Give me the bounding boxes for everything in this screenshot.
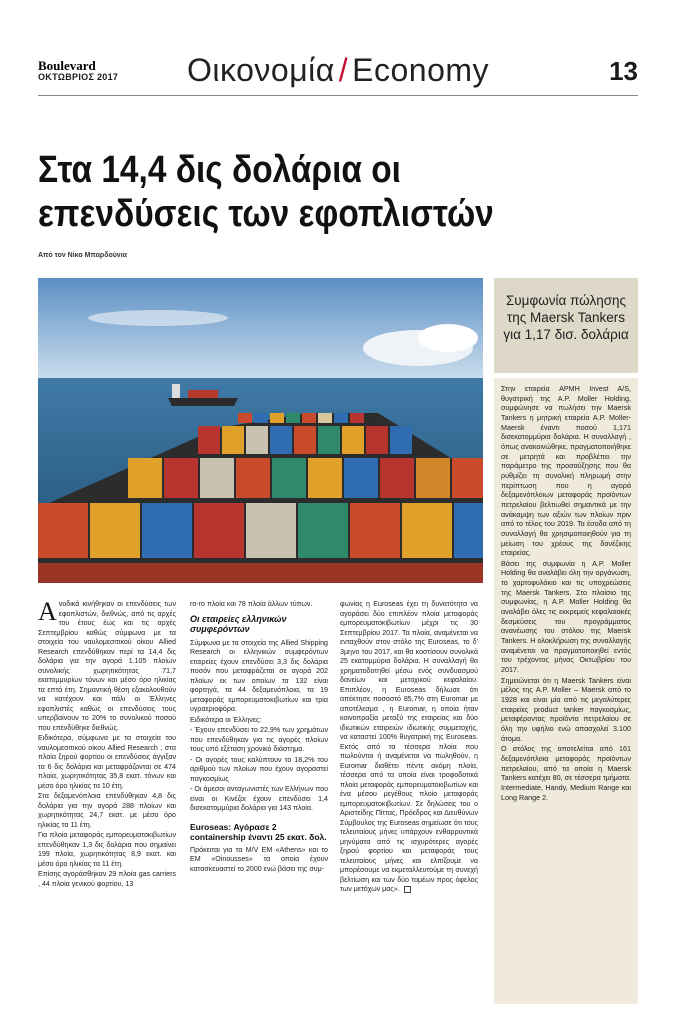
article-paragraph: - Οι άμεσοι ανταγωνιστές των Ελλήνων που είναι οι Κινέζοι έχουν επενδύσει 1,4 δισεκατομμύρια δολάρια για 143 πλοία. bbox=[190, 785, 328, 812]
section-separator: / bbox=[338, 52, 349, 88]
subheading-greek-companies: Οι εταιρείες ελληνικών συμφερόντων bbox=[190, 613, 287, 634]
byline: Από τον Νίκο Μπαρδούνια bbox=[38, 252, 127, 259]
cloud bbox=[418, 324, 478, 352]
article-paragraph: Ειδικότερα, σύμφωνα με τα στοιχεία του ναυλομεσιτικού οίκου Allied Research , στα πλοία ξηρού φορτίου οι επενδύσεις άγγιξαν τα 6 δις δολάρια και μεταφράζονται σε 474 πλοία, χωρητικότητας 35,8 εκατ. τόνων και μέσο όρο ηλικίας τα 10 έτη. bbox=[38, 734, 176, 790]
sidebar-title: Συμφωνία πώλησης της Maersk Tankers για 1,17 δισ. δολάρια bbox=[494, 278, 638, 373]
section-english: Economy bbox=[352, 52, 490, 88]
lead-text: νοδικά κινήθηκαν οι επενδύσεις των εφοπλιστών, διεθνώς, από τις αρχές του έτους έως και τις αρχές Σεπτεμβρίου καθώς σύμφωνα με τα στοιχεία του ναυλομεσιτικού οίκου Allied Research επενδύθηκαν περί τα 14,4 δις δολάρια για την αγορά 1.105 πλοίων συνολικής χωρητικότητας 71,7 εκατομμυρίων τόνων και μέσο όρο ηλικίας τα επτά έτη. Σημαντική θέση εξακολουθούν να κατέχουν και πάλι οι Έλληνες εφοπλιστές καθώς οι επενδύσεις τους υπερβαίνουν το 20% το συνολικού ποσού που επενδύθηκε διεθνώς. bbox=[38, 600, 176, 732]
article-paragraph: - Οι αγορές τους καλύπτουν το 18,2% του αριθμού των πλοίων που έχουν αγοραστεί παγκοσμίως bbox=[190, 755, 328, 783]
page-number: 13 bbox=[609, 56, 638, 86]
masthead bbox=[38, 52, 638, 96]
article-paragraph bbox=[38, 600, 176, 733]
subheading-euroseas: Euroseas: Αγόρασε 2 containership έναντι 25 εκατ. δολ. bbox=[190, 821, 327, 842]
sidebar-paragraph: Βάσει της συμφωνία η A.P. Moller Holding θα αναλάβει όλη την οργάνωση, το χαρτοφυλάκιο και τις υποχρεώσεις της Maersk Tankers. Στο πλαίσιο της συμφωνίας, η A.P. Moller Holding θα αναλάβει όλες τις εκκρεμείς κεφαλαιακές δεσμεύσεις του προγράμματος ανανέωσης του στόλου της Maersk Tankers. Η ολοκλήρωση της συναλλαγής αναμένεται να πραγματοποιηθεί εντός του τρέχοντος μήνας Οκτωβρίου του 2017. bbox=[501, 558, 631, 675]
article-column-2 bbox=[190, 600, 328, 1010]
containership-illustration bbox=[38, 278, 483, 583]
article-paragraph: Στα δεξαμενόπλοια επενδύθηκαν 4,8 δις δολάρια για την αγορά 288 πλοίων και χωρητικότητας 24,7 εκατ. με μέσο όρο ηλικίας τα 11 έτη. bbox=[38, 792, 176, 829]
article-paragraph: Επίσης αγοράσθηκαν 29 πλοία gas carriers , 44 πλοία γενικού φορτίου, 13 bbox=[38, 870, 176, 888]
article-paragraph: ro-ro πλοία και 78 πλοία άλλων τύπων. bbox=[190, 600, 313, 608]
article-paragraph: Πρόκειται για τα M/V EM «Athens» και το EM «Oinousses» τα οποία έχουν κατασκευαστεί το 2000 ενώ βάσει της συμ- bbox=[190, 845, 328, 873]
article-photo bbox=[38, 278, 483, 583]
end-mark-icon bbox=[404, 886, 411, 893]
article-paragraph: Ειδικότερα οι Έλληνες: bbox=[190, 715, 262, 724]
section-greek: Οικονομία bbox=[186, 52, 335, 88]
article-paragraph: - Έχουν επενδύσει το 22,9% των χρημάτων που επενδύθηκαν για τις αγορές πλοίων τους υπό εξέταση χρονικό διάστημα. bbox=[190, 726, 328, 753]
article-paragraph: Σύμφωνα με τα στοιχεία της Allied Shipping Research οι ελληνικών συμφερόντων εταιρείες έχουν επενδύσει 3,3 δις δολάρια ποσόν που μεταφράζεται σε αγορά 202 πλοίων εκ των οποίων τα 132 είναι φορτηγά, τα 44 δεξαμενόπλοια, τα 19 μεταφοράς εμπορευματοκιβωτίων και τρία υγραεριοφόρα. bbox=[190, 638, 328, 713]
sidebar-body bbox=[494, 378, 638, 1004]
magazine-name: Boulevard bbox=[38, 58, 96, 73]
article-paragraph bbox=[340, 600, 478, 895]
article-column-3 bbox=[340, 600, 478, 1010]
article-paragraph: Για πλοία μεταφοράς εμπορευματοκιβωτίων επενδύθηκαν 1,3 δις δολάρια που σημαίνει 199 πλοία, χωρητικότητας 8,9 εκατ. και μέσο όρο ηλικίας τα 11 έτη. bbox=[38, 831, 176, 868]
article-column-1 bbox=[38, 600, 176, 1010]
sidebar-paragraph: Σημειώνεται ότι η Maersk Tankers είναι μέλος της A.P. Moller – Maersk από το 1928 και είναι μία από τις μεγαλύτερες εταιρείες product tanker παγκοσμίως, μεταφέροντας προϊόντα πετρελαίου σε όλη την υφήλιο ενώ απασχολεί 3.100 άτομα. bbox=[501, 675, 631, 743]
drop-cap: Α bbox=[38, 600, 57, 626]
section-title bbox=[38, 52, 638, 89]
article-text: φωνίας η Euroseas έχει τη δυνατότητα να αγοράσει δύο επιπλέον πλοία μεταφοράς εμπορευματοκιβωτίων μέχρι τις 30 Σεπτεμβρίου 2017. Τα πλοία, αναμένεται να ενταχθούν στον στόλο της Euroseas, το δ' 3μηνο του 2017, και θα κοστίσουν συνολικά 25 εκατομμύρια δολάρια. Η συναλλαγή θα χρηματοδοτηθεί μέσω ενός συνδυασμού δανείων και μετοχικού κεφαλαίου. Επιπλέον, η Euroseas δήλωσε ότι απέκτησε ποσοστό 85,7% στη Euromar με αποτέλεσμα , η Euromar, η οποία ήταν κοινοπραξία μεταξύ της εταιρείας και δύο ιδιωτικών εταιρειών ιδιωτικής συμμετοχής, να καταστεί 100% θυγατρική της Euroseas. Εκτός από τα τέσσερα πλοία που πωλούνται ή αναμένεται να πωληθούν, η Euromar διαθέτει πέντε ακόμη πλοία, τέσσερα από τα οποία είναι τροφοδοτικά πλοία μεταφοράς εμπορευματοκιβωτίων και ένα μέσου μεγέθους πλοίο μεταφοράς εμπορευματοκιβωτίων. Σε δηλώσεις του ο Αριστείδης Πίττας, Πρόεδρος και Διευθύνων Σύμβουλος της Euroseas σημείωσε ότι τους τελευταίους μήνες υπάρχουν ενθαρρυντικά μηνύματα από τις ισχυρότερες αγορές ξηρού φορτίου και μεταφοράς τους τελευταίους μήνες και ελπίζουμε να μπορέσουμε να εκμεταλλευτούμε τη συνεχή βελτίωση και των δύο τομέων προς όφελος των μετόχων μας». bbox=[340, 600, 478, 893]
sidebar-paragraph: Ο στόλος της αποτελείται από 161 δεξαμενόπλοια μεταφοράς προϊόντων πετρελαίου, από τα οποία η Maersk Tankers κατέχει 80, σε τέσσερα τμήματα. Intermediate, Handy, Medium Range και Long Range 2. bbox=[501, 744, 631, 802]
issue-date: ΟΚΤΩΒΡΙΟΣ 2017 bbox=[38, 72, 119, 82]
article-headline: Στα 14,4 δις δολάρια οι επενδύσεις των εφοπλιστών bbox=[38, 149, 494, 235]
sidebar-paragraph: Στην εταιρεία APMH Invest A/S, θυγατρική της A.P. Moller Holding, συμφώνησε να πωλήσει την Maersk Tankers η μητρική εταιρεία A.P. Moller-Maersk έναντι ποσού 1,171 δισεκατομμύρια δολάρια. Η συναλλαγή , όπως ανακοινώθηκε, πραγματοποιήθηκε σε μετρητά και προβλέπει την παράμετρο της προσαύξησης που θα ρυθμίζει τη συνολική πληρωμή στην περίπτωση που η αγορά δεξαμενόπλοιων μεταφοράς προϊόντων πετρελαίου βελτιωθεί σημαντικά με την ανάκαμψη των αξιών των πλοίων πριν από το τέλος του 2019. Τα έσοδα από τη συναλλαγή θα χρησιμοποιηθούν για τη μείωση του χρέους της δανέζικης εταιρείας. bbox=[501, 384, 631, 558]
cloud bbox=[88, 310, 228, 326]
